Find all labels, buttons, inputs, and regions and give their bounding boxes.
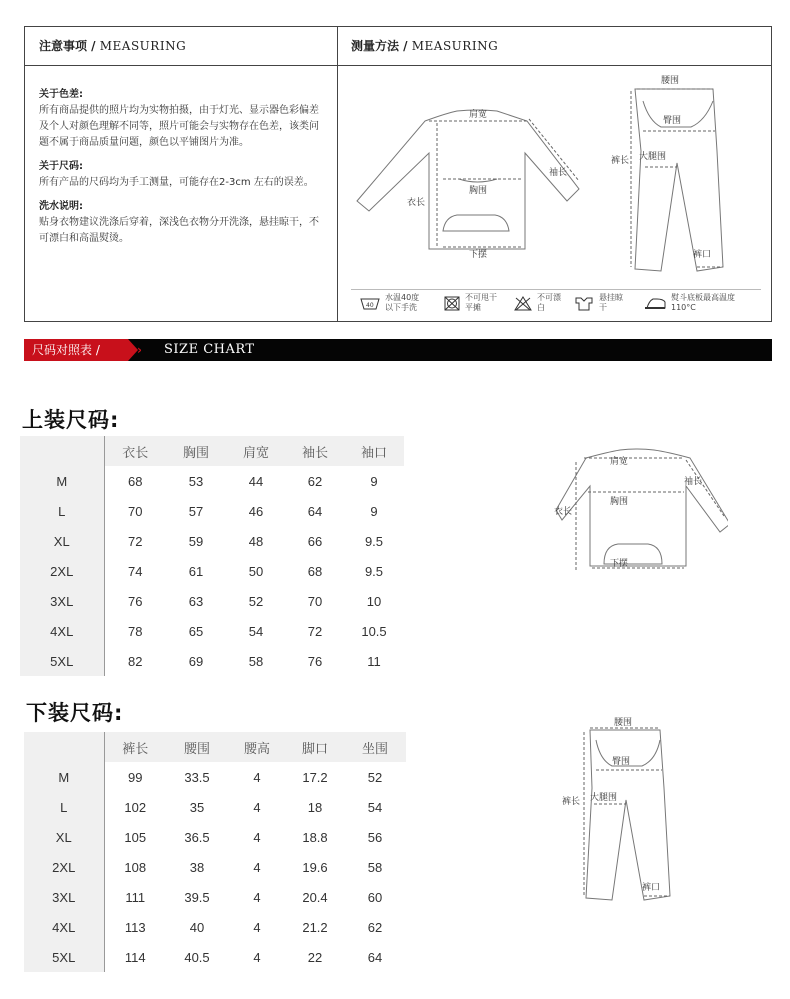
diagram-shoulder-label: 肩宽 [610, 457, 629, 467]
top-col-shoulder: 肩宽 [226, 436, 286, 466]
diagram-sleeve-label: 袖长 [684, 477, 703, 487]
diagram-waist-label: 腰围 [614, 718, 633, 728]
measure-title [351, 37, 498, 54]
bottom-table-header-row [24, 732, 406, 762]
size-note-text: 所有产品的尺码均为手工测量，可能存在2-3cm 左右的误差。 [39, 177, 314, 188]
top-col-length: 衣长 [104, 436, 166, 466]
care-iron [643, 293, 745, 313]
size-label: 4XL [20, 616, 104, 646]
size-value: 82 [104, 646, 166, 676]
top-col-cuff: 袖口 [344, 436, 404, 466]
size-value: 57 [166, 496, 226, 526]
top-shoulder-label: 肩宽 [469, 110, 488, 120]
size-value: 62 [344, 912, 406, 942]
table-row [20, 496, 404, 526]
bottom-size-table [24, 732, 406, 972]
hang-dry-icon [573, 295, 595, 311]
svg-text:40: 40 [366, 302, 374, 309]
pants-length-label: 裤长 [611, 156, 630, 166]
bottom-col-hip: 坐围 [344, 732, 406, 762]
size-value: 74 [104, 556, 166, 586]
size-label: 2XL [24, 852, 104, 882]
size-value: 61 [166, 556, 226, 586]
size-value: 72 [104, 526, 166, 556]
top-col-chest: 胸围 [166, 436, 226, 466]
size-value: 59 [166, 526, 226, 556]
size-label: 4XL [24, 912, 104, 942]
size-value: 58 [226, 646, 286, 676]
size-value: 33.5 [166, 762, 228, 792]
care-no-tumble-text: 不可甩干平摊 [465, 293, 497, 312]
size-value: 62 [286, 466, 344, 496]
size-value: 76 [104, 586, 166, 616]
care-wash-40-text: 水温40度以下手洗 [385, 293, 420, 312]
wash-note-heading: 洗水说明: [39, 201, 83, 212]
size-value: 9.5 [344, 556, 404, 586]
size-value: 76 [286, 646, 344, 676]
no-bleach-icon [513, 295, 533, 311]
column-divider [337, 27, 338, 321]
top-col-sleeve: 袖长 [286, 436, 344, 466]
size-value: 108 [104, 852, 166, 882]
size-value: 38 [166, 852, 228, 882]
size-value: 68 [104, 466, 166, 496]
pants-thigh-label: 大腿围 [639, 152, 667, 162]
bottom-col-cuff: 脚口 [286, 732, 344, 762]
size-value: 65 [166, 616, 226, 646]
size-value: 68 [286, 556, 344, 586]
size-value: 64 [286, 496, 344, 526]
size-value: 35 [166, 792, 228, 822]
diagram-chest-label: 胸围 [610, 497, 629, 507]
notes-title-en: MEASURING [99, 39, 187, 53]
table-row [20, 646, 404, 676]
size-label: 5XL [20, 646, 104, 676]
size-value: 63 [166, 586, 226, 616]
size-note-heading: 关于尺码: [39, 161, 83, 172]
table-row [20, 556, 404, 586]
notes-list [39, 87, 325, 247]
size-value: 52 [344, 762, 406, 792]
size-value: 4 [228, 882, 286, 912]
size-label: M [20, 466, 104, 496]
size-label: 5XL [24, 942, 104, 972]
size-value: 53 [166, 466, 226, 496]
size-value: 72 [286, 616, 344, 646]
diagram-length-label: 衣长 [554, 507, 573, 517]
table-row [24, 912, 406, 942]
bottom-table-corner [24, 732, 104, 762]
size-label: L [20, 496, 104, 526]
size-value: 4 [228, 942, 286, 972]
size-value: 113 [104, 912, 166, 942]
size-value: 39.5 [166, 882, 228, 912]
wash-note-text: 贴身衣物建议洗涤后穿着，深浅色衣物分开洗涤，悬挂晾干，不可漂白和高温熨烫。 [39, 217, 319, 244]
size-value: 78 [104, 616, 166, 646]
diagram-thigh-label: 大腿围 [590, 793, 618, 803]
size-value: 99 [104, 762, 166, 792]
top-table-header-row [20, 436, 404, 466]
notes-title-cn: 注意事项 / [39, 39, 96, 53]
table-row [24, 792, 406, 822]
bottom-col-waist: 腰围 [166, 732, 228, 762]
no-tumble-dry-icon [443, 295, 461, 311]
size-value: 4 [228, 792, 286, 822]
chevron-right-icon-2: › [137, 343, 142, 357]
top-hem-label: 下摆 [469, 250, 488, 260]
size-value: 46 [226, 496, 286, 526]
size-value: 70 [104, 496, 166, 526]
pants-hip-label: 臀围 [663, 116, 682, 126]
size-label: M [24, 762, 104, 792]
table-row [24, 882, 406, 912]
top-size-table [20, 436, 404, 676]
size-value: 58 [344, 852, 406, 882]
table-row [24, 942, 406, 972]
diagram-pants-length-label: 裤长 [562, 797, 581, 807]
size-value: 102 [104, 792, 166, 822]
size-value: 20.4 [286, 882, 344, 912]
bottom-size-heading: 下装尺码: [26, 701, 124, 725]
size-value: 60 [344, 882, 406, 912]
size-value: 10.5 [344, 616, 404, 646]
care-iron-text: 熨斗底板最高温度110°C [671, 293, 735, 312]
size-value: 56 [344, 822, 406, 852]
size-value: 4 [228, 762, 286, 792]
table-row [20, 586, 404, 616]
care-no-bleach-text: 不可漂白 [537, 293, 561, 312]
table-row [20, 466, 404, 496]
table-row [24, 822, 406, 852]
size-chart-label-cn: 尺码对照表 / [24, 339, 128, 361]
size-value: 52 [226, 586, 286, 616]
size-value: 111 [104, 882, 166, 912]
size-value: 69 [166, 646, 226, 676]
size-value: 48 [226, 526, 286, 556]
size-value: 4 [228, 852, 286, 882]
size-value: 114 [104, 942, 166, 972]
care-no-bleach [513, 293, 561, 313]
iron-icon [643, 295, 667, 311]
size-value: 50 [226, 556, 286, 586]
size-value: 54 [226, 616, 286, 646]
diagram-cuff-label: 裤口 [642, 883, 661, 893]
measure-title-cn: 测量方法 / [351, 39, 408, 53]
measuring-info-box [24, 26, 772, 322]
color-note-text: 所有商品提供的照片均为实物拍摄，由于灯光、显示器色彩偏差及个人对颜色理解不同等，照片可能会与实物存在色差，该类问题不属于商品质量问题，颜色以平铺图片为准。 [39, 105, 319, 148]
care-hang-dry-text: 悬挂晾干 [599, 293, 623, 312]
diagram-hip-label: 臀围 [612, 757, 631, 767]
care-wash-40 [359, 293, 427, 313]
size-value: 11 [344, 646, 404, 676]
bottom-col-pants-length: 裤长 [104, 732, 166, 762]
table-row [24, 852, 406, 882]
size-value: 36.5 [166, 822, 228, 852]
top-size-heading: 上装尺码: [22, 408, 120, 432]
size-value: 18 [286, 792, 344, 822]
care-hang-dry [573, 293, 623, 313]
size-value: 4 [228, 912, 286, 942]
header-divider [25, 65, 771, 66]
wash-40-icon [359, 295, 381, 311]
size-value: 17.2 [286, 762, 344, 792]
pants-waist-label: 腰围 [661, 76, 680, 86]
top-length-label: 衣长 [407, 198, 426, 208]
size-value: 64 [344, 942, 406, 972]
measure-title-en: MEASURING [411, 39, 499, 53]
size-label: L [24, 792, 104, 822]
size-value: 4 [228, 822, 286, 852]
table-row [20, 526, 404, 556]
size-label: 3XL [24, 882, 104, 912]
size-value: 40.5 [166, 942, 228, 972]
pants-cuff-label: 裤口 [693, 250, 712, 260]
top-chest-label: 胸围 [469, 186, 488, 196]
bottom-col-waist-height: 腰高 [228, 732, 286, 762]
size-chart-label-en: SIZE CHART [164, 342, 255, 357]
top-measure-sketch [353, 89, 583, 279]
size-value: 10 [344, 586, 404, 616]
size-label: XL [24, 822, 104, 852]
size-label: XL [20, 526, 104, 556]
top-size-diagram [548, 440, 728, 580]
size-value: 18.8 [286, 822, 344, 852]
diagram-hem-label: 下摆 [610, 559, 629, 569]
size-value: 44 [226, 466, 286, 496]
size-chart-bar [24, 339, 772, 361]
top-sleeve-label: 袖长 [549, 168, 568, 178]
size-value: 19.6 [286, 852, 344, 882]
size-label: 3XL [20, 586, 104, 616]
size-value: 9 [344, 466, 404, 496]
size-value: 66 [286, 526, 344, 556]
care-no-tumble [443, 293, 499, 313]
size-value: 40 [166, 912, 228, 942]
size-label: 2XL [20, 556, 104, 586]
size-value: 105 [104, 822, 166, 852]
color-note-heading: 关于色差: [39, 89, 83, 100]
table-row [20, 616, 404, 646]
pants-measure-sketch [605, 71, 755, 285]
size-value: 21.2 [286, 912, 344, 942]
pants-size-diagram [556, 708, 686, 908]
table-row [24, 762, 406, 792]
notes-title [39, 37, 186, 54]
top-table-corner [20, 436, 104, 466]
size-value: 9 [344, 496, 404, 526]
size-value: 70 [286, 586, 344, 616]
size-value: 54 [344, 792, 406, 822]
size-value: 22 [286, 942, 344, 972]
size-value: 9.5 [344, 526, 404, 556]
